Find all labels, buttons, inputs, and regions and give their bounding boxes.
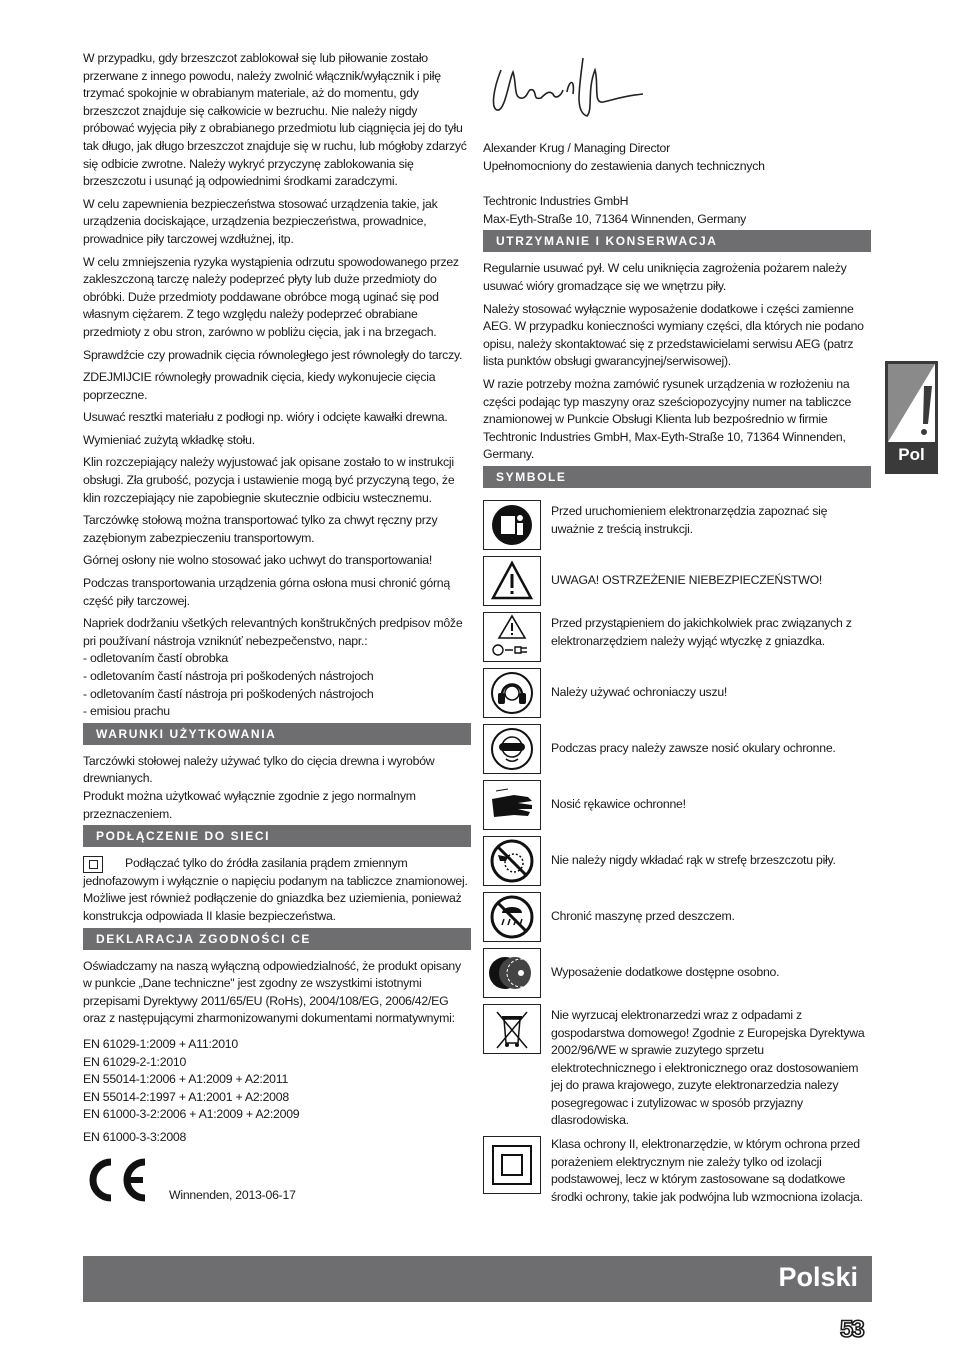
- symbol-text: Nosić rękawice ochronne!: [551, 796, 686, 811]
- gloves-icon: [483, 780, 541, 830]
- norm-item: EN 61000-3-3:2008: [83, 1129, 187, 1144]
- symbol-text: Nie należy nigdy wkładać rąk w strefę brzeszczotu piły.: [551, 852, 836, 867]
- no-rain-icon: [483, 892, 541, 942]
- paragraph: Klin rozczepiający należy wyjustować jak opisane zostało to w instrukcji obsługi. Zła grubość, pozycja i ustawienie mogą być przyczyną tego, że klin rozczepiający nie zapobiegnie skutecznie odbiciu wstecznemu.: [83, 455, 455, 505]
- symbol-text: Przed uruchomieniem elektronarzędzia zapoznać się uważnie z treścią instrukcji.: [551, 503, 828, 536]
- page-number: 53: [840, 1316, 863, 1343]
- symbol-text: Klasa ochrony II, elektronarzędzie, w którym ochrona przed porażeniem elektrycznym nie zależy tylko od izolacji podstawowej, lecz w którym zastosowane są dodatkowe środki ochrony, takie jak podwójna lub wzmocniona izolacja.: [551, 1137, 863, 1204]
- paragraph: Należy stosować wyłącznie wyposażenie dodatkowe i części zamienne AEG. W przypadku konieczności wymiany części, dla których nie podano opisu, należy skontaktować się z przedstawicielami serwisu AEG (patrz lista punktów obsługi gwarancyjnej/serwisowej).: [483, 301, 864, 369]
- weee-bin-icon: [483, 1004, 541, 1054]
- symbol-text: Przed przystąpieniem do jakichkolwiek prac związanych z elektronarzędziem należy wyjąć wtyczkę z gniazdka.: [551, 615, 852, 648]
- paragraph: W celu zapewnienia bezpieczeństwa stosować urządzenia takie, jak urządzenia dociskające, urządzenia bezpieczeństwa, prowadnice, prowadnice piły tarczowej wzdłużnej, itp.: [83, 196, 438, 246]
- symbol-text: Podczas pracy należy zawsze nosić okulary ochronne.: [551, 740, 836, 755]
- signature-drawing: [483, 50, 683, 130]
- ce-block: [83, 1156, 471, 1204]
- place-date: Winnenden, 2013-06-17: [169, 1187, 296, 1202]
- symbol-text: Wyposażenie dodatkowe dostępne osobno.: [551, 964, 780, 979]
- symbol-text: Nie wyrzucaj elektronarzedzi wraz z odpadami z gospodarstwa domowego! Zgodnie z Europejska Dyrektywa 2002/96/WE w sprawie zuzytego sprzetu elektrotechnicznego i elektronicznego oraz dostosowaniem jej do prawa krajowego, zuzyte elektronarzedzia nalezy posegregowac i zutylizowac w sposób przyjazny dlasrodowiska.: [551, 1007, 865, 1128]
- paragraph: W przypadku, gdy brzeszczot zablokował się lub piłowanie zostało przerwane z innego powodu, należy zwolnić włącznik/wyłącznik i piłę trzymać spokojnie w obrabianym materiale, aż do momentu, gdy brzeszczot znajduje się całkowicie w bezruchu. Nie należy nigdy próbować wyjęcia piły z obrabianego przedmiotu lub ciągnięcia jej do tyłu tak długo, jak długo brzeszczot znajduje się w ruchu, lub mógłoby zdarzyć się odbicie zwrotne. Należy wykryć przyczynę zablokowania się brzeszczotu i usunąć ją odpowiednimi środkami zaradczymi.: [83, 51, 467, 189]
- mains-text: Podłączać tylko do źródła zasilania prądem zmiennym jednofazowym i wyłącznie o napięciu podanym na tabliczce znamionowej. Możliwe jest również podłączenie do gniazdka bez uziemienia, ponieważ konstrukcja odpowiada II klasie bezpieczeństwa.: [83, 856, 468, 923]
- paragraph: Sprawdźcie czy prowadnik cięcia równoległego jest równoległy do tarczy.: [83, 347, 463, 362]
- paragraph: W razie potrzeby można zamówić rysunek urządzenia w rozłożeniu na części podając typ maszyny oraz sześciopozycyjny numer na tabliczce znamionowej w Punkcie Obsługi Klienta lub bezpośrednio w firmie Techtronic Industries GmbH, Max-Eyth-Straße 10, 71364 Winnenden, Germany.: [483, 376, 852, 462]
- symbol-text: UWAGA! OSTRZEŻENIE NIEBEZPIECZEŃSTWO!: [551, 572, 823, 587]
- symbol-row: [483, 948, 871, 998]
- language-tab: [885, 361, 938, 474]
- section-header-usage: WARUNKI UŻYTKOWANIA: [83, 723, 471, 745]
- no-hands-blade-icon: [483, 836, 541, 886]
- section-header-declaration: DEKLARACJA ZGODNOŚCI CE: [83, 928, 471, 950]
- footer-title: Polski: [778, 1262, 858, 1292]
- symbol-row: [483, 500, 871, 550]
- symbol-row: [483, 780, 871, 830]
- symbol-row: [483, 668, 871, 718]
- symbol-row: [483, 556, 871, 606]
- section-header-maintenance: UTRZYMANIE I KONSERWACJA: [483, 230, 871, 252]
- paragraph: W celu zmniejszenia ryzyka wystąpienia odrzutu spowodowanego przez zakleszczoną tarczę należy podeprzeć płyty lub duże przedmioty do obróbki. Duże przedmioty poddawane obróbce mogą uginać się pod własnym ciężarem. Z tego względu należy podeprzeć obrabiane przedmioty z obu stron, zarówno w pobliżu cięcia, jak i na brzegach.: [83, 254, 459, 339]
- goggles-icon: [483, 724, 541, 774]
- symbol-row: [483, 1136, 871, 1206]
- paragraph: Regularnie usuwać pył. W celu uniknięcia zagrożenia pożarem należy usuwać wióry gromadzące się we wnętrzu piły.: [483, 261, 847, 293]
- right-column: [483, 50, 871, 1212]
- section-header-mains: PODŁĄCZENIE DO SIECI: [83, 825, 471, 847]
- tab-label: Pol: [898, 445, 925, 464]
- left-column: [83, 50, 471, 1204]
- symbol-row: [483, 724, 871, 774]
- section-header-symbols: SYMBOLE: [483, 466, 871, 488]
- symbol-row: [483, 892, 871, 942]
- warning-icon: [888, 364, 935, 442]
- paragraph: Tarczówki stołowej należy używać tylko do cięcia drewna i wyrobów drewnianych. Produkt można użytkować wyłącznie zgodnie z jego normalnym przeznaczeniem.: [83, 753, 435, 821]
- paragraph: Wymieniać zużytą wkładkę stołu.: [83, 432, 255, 447]
- paragraph: ZDEJMIJCIE równoległy prowadnik cięcia, kiedy wykonujecie cięcia poprzeczne.: [83, 370, 436, 402]
- class-ii-icon: [83, 856, 103, 873]
- paragraph: Napriek dodržaniu všetkých relevantných konštrukčných predpisov môže pri používaní nástroja vzniknúť nebezpečenstvo, napr.: - odletovaním častí obrobka - odletovaním častí nástroja pri poškodených nástrojoch - odletovaním častí nástroja pri poškodených nástrojoch - emisiou prachu: [83, 616, 463, 719]
- symbol-text: Chronić maszynę przed deszczem.: [551, 908, 735, 923]
- read-manual-icon: [483, 500, 541, 550]
- paragraph: Tarczówkę stołową można transportować tylko za chwyt ręczny przy zazębionym zabezpieczeniu transportowym.: [83, 513, 438, 545]
- company-address: Techtronic Industries GmbH Max-Eyth-Straße 10, 71364 Winnenden, Germany: [483, 194, 747, 226]
- paragraph: Usuwać resztki materiału z podłogi np. wióry i odcięte kawałki drewna.: [83, 410, 448, 425]
- footer-bar: [83, 1256, 872, 1302]
- signer: Alexander Krug / Managing Director Upełnomocniony do zestawienia danych technicznych: [483, 141, 765, 173]
- warning-triangle-icon: [483, 556, 541, 606]
- unplug-icon: [483, 612, 541, 662]
- paragraph: Górnej osłony nie wolno stosować jako uchwyt do transportowania!: [83, 553, 433, 568]
- paragraph: [83, 855, 471, 925]
- paragraph: Oświadczamy na naszą wyłączną odpowiedzialność, że produkt opisany w punkcie „Dane techniczne" jest zgodny ze wszystkimi istotnymi przepisami Dyrektywy 2011/65/EU (RoHs), 2004/108/EG, 2006/42/EG oraz z następującymi zharmonizowanymi dokumentami normatywnymi:: [83, 958, 461, 1026]
- class-ii-icon: [483, 1136, 541, 1194]
- accessories-icon: [483, 948, 541, 998]
- norms-list: EN 61029-1:2009 + A11:2010 EN 61029-2-1:2010 EN 55014-1:2006 + A1:2009 + A2:2011 EN 55014-2:1997 + A1:2001 + A2:2008 EN 61000-3-2:2006 + A1:2009 + A2:2009: [83, 1036, 300, 1122]
- symbol-row: [483, 612, 871, 662]
- symbol-row: [483, 1004, 871, 1130]
- ear-protection-icon: [483, 668, 541, 718]
- symbol-row: [483, 836, 871, 886]
- symbol-text: Należy używać ochroniaczy uszu!: [551, 684, 728, 699]
- paragraph: Podczas transportowania urządzenia górna osłona musi chronić górną część piły tarczowej.: [83, 576, 450, 608]
- ce-mark-icon: [83, 1156, 149, 1204]
- signature: [483, 50, 871, 140]
